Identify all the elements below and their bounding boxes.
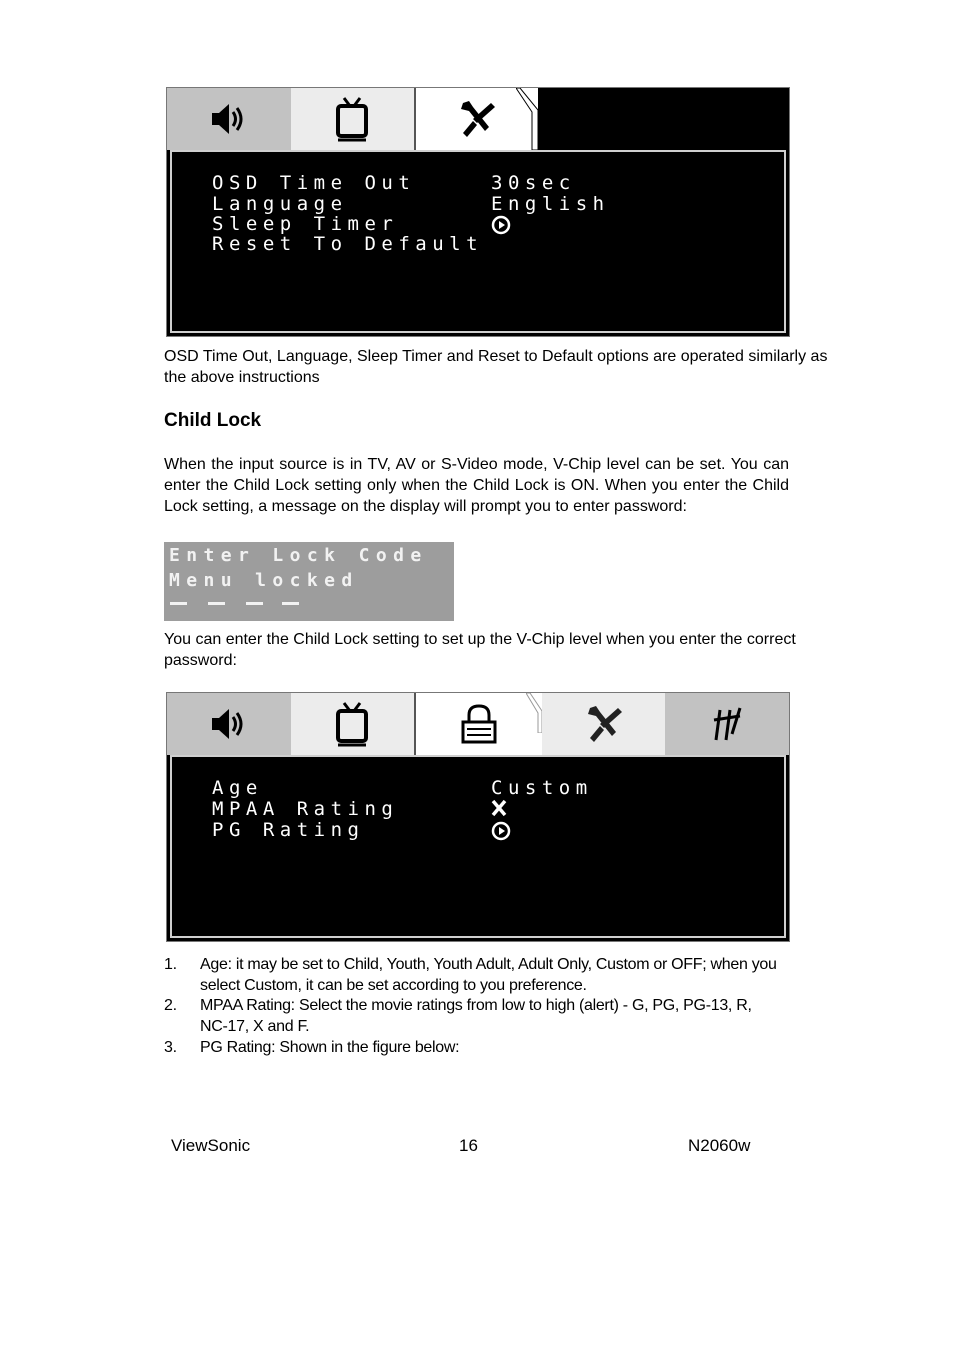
child-lock-paragraph: When the input source is in TV, AV or S-Video mode, V-Chip level can be set. You can enter the Child Lock setting only when the Child Lock is ON. When you enter the Child Lock setting, a message on the display will prompt you to enter password:: [164, 456, 789, 515]
speaker-icon: [209, 99, 249, 139]
footer-model: N2060w: [688, 1136, 751, 1155]
osd-label: Age: [212, 777, 263, 799]
osd-setup-menu: [166, 87, 790, 337]
code-dash: [246, 602, 263, 605]
tab-tv[interactable]: [291, 693, 417, 755]
osd-tab-bar: [167, 693, 789, 755]
code-dash: [208, 602, 225, 605]
tab-setup[interactable]: [416, 88, 538, 150]
footer-brand: ViewSonic: [171, 1136, 251, 1155]
code-dash: [170, 602, 187, 605]
osd-value: Custom: [491, 777, 593, 799]
speaker-icon: [209, 704, 249, 744]
osd-row-pg[interactable]: [212, 819, 772, 840]
footer-page-number: 16: [459, 1136, 478, 1155]
lock-line-2: Menu locked: [169, 570, 359, 591]
tv-icon: [332, 700, 372, 748]
code-dash: [282, 602, 299, 605]
osd-lock-body: [170, 755, 786, 938]
tools-icon: [582, 702, 626, 746]
osd-label: Language: [212, 193, 348, 215]
list-number: 2.: [164, 997, 177, 1014]
tab-lock[interactable]: [416, 693, 542, 755]
osd-row-reset[interactable]: [212, 233, 772, 254]
tab-empty: [538, 88, 789, 150]
osd-setup-body: [170, 150, 786, 333]
list-text: PG Rating: Shown in the figure below:: [200, 1039, 460, 1056]
osd-label: MPAA Rating: [212, 798, 399, 820]
osd-row-age[interactable]: [212, 777, 772, 798]
tools-icon: [455, 97, 499, 141]
tab-tv[interactable]: [291, 88, 417, 150]
osd-label: OSD Time Out: [212, 172, 416, 194]
osd-label: Reset To Default: [212, 233, 484, 255]
lock-code-panel: [164, 542, 454, 621]
tab-audio[interactable]: [167, 88, 291, 150]
x-icon: [491, 799, 507, 817]
list-number: 3.: [164, 1039, 177, 1056]
antenna-icon: [710, 704, 744, 744]
tab-audio[interactable]: [167, 693, 291, 755]
osd-label: PG Rating: [212, 819, 365, 841]
list-text: MPAA Rating: Select the movie ratings from low to high (alert) - G, PG, PG-13, R, NC-17, X and F.: [200, 997, 752, 1035]
osd-lock-menu: [166, 692, 790, 942]
osd-row-language[interactable]: [212, 193, 772, 214]
osd-value: English: [491, 193, 610, 215]
osd-row-mpaa[interactable]: [212, 798, 772, 819]
lock-line-1: Enter Lock Code: [169, 545, 428, 566]
page-corner-icon: [516, 88, 538, 150]
child-lock-heading: Child Lock: [164, 410, 262, 431]
play-circle-icon: [491, 215, 511, 235]
intro-text: OSD Time Out, Language, Sleep Timer and Reset to Default options are operated similarly as the above instructions: [164, 348, 828, 386]
after-text: You can enter the Child Lock setting to set up the V-Chip level when you enter the correct password:: [164, 631, 796, 669]
page-corner-icon: [526, 693, 542, 733]
play-circle-icon: [491, 821, 511, 841]
osd-row-sleep-timer[interactable]: [212, 213, 772, 234]
list-number: 1.: [164, 956, 177, 973]
osd-row-time-out[interactable]: [212, 172, 772, 193]
osd-label: Sleep Timer: [212, 213, 399, 235]
tv-icon: [332, 95, 372, 143]
osd-value: 30sec: [491, 172, 576, 194]
tab-setup[interactable]: [542, 693, 666, 755]
osd-value-icon: [491, 821, 511, 846]
list-text: Age: it may be set to Child, Youth, Youth Adult, Adult Only, Custom or OFF; when you select Custom, it can be set according to you preference.: [200, 956, 777, 994]
osd-tab-bar: [167, 88, 789, 150]
tab-antenna[interactable]: [665, 693, 789, 755]
lock-icon: [459, 702, 499, 746]
